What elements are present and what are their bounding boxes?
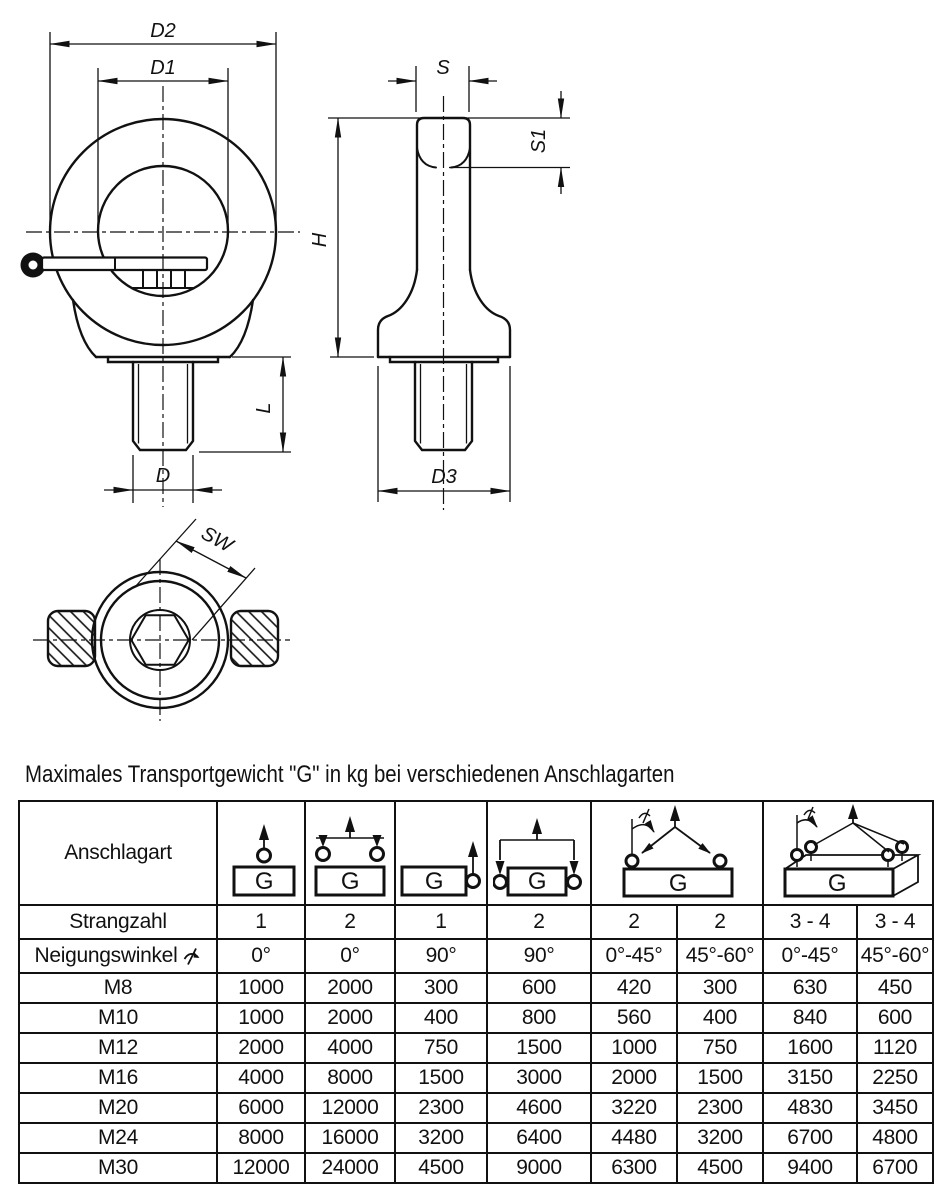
table-cell: 3200 [395, 1123, 487, 1153]
sling-single-90deg-icon [399, 802, 483, 898]
load-label: G [827, 870, 847, 897]
table-cell: 400 [677, 1003, 763, 1033]
thread-size-label: M10 [19, 1003, 217, 1033]
dim-label-d3: D3 [431, 466, 457, 488]
table-cell: 750 [395, 1033, 487, 1063]
table-cell: 750 [677, 1033, 763, 1063]
table-row [19, 1063, 933, 1093]
top-view-drawing [33, 519, 290, 721]
table-cell: 1 [395, 905, 487, 939]
table-header-row [19, 801, 933, 905]
angle-glyph [639, 809, 650, 823]
sling-icon-cell [487, 801, 591, 905]
table-cell: 420 [591, 973, 677, 1003]
table-cell: 600 [487, 973, 591, 1003]
table-cell: 8000 [305, 1063, 395, 1093]
table-cell: 4830 [763, 1093, 857, 1123]
table-cell: 2000 [217, 1033, 305, 1063]
table-cell: 1000 [217, 973, 305, 1003]
table-cell: 1500 [487, 1033, 591, 1063]
table-cell: 12000 [217, 1153, 305, 1183]
neigungswinkel-label: Neigungswinkel [34, 944, 178, 967]
table-cell: 1000 [591, 1033, 677, 1063]
table-cell: 6700 [857, 1153, 933, 1183]
dim-label-l: L [253, 402, 275, 414]
thread-size-label: M16 [19, 1063, 217, 1093]
neigungswinkel-label-cell [19, 939, 217, 973]
thread-size-label: M8 [19, 973, 217, 1003]
table-cell: 0° [217, 939, 305, 973]
table-cell: 1 [217, 905, 305, 939]
load-label: G [527, 868, 547, 895]
table-cell: 630 [763, 973, 857, 1003]
table-cell: 1120 [857, 1033, 933, 1063]
thread-size-label: M24 [19, 1123, 217, 1153]
table-cell: 12000 [305, 1093, 395, 1123]
table-cell: 4500 [395, 1153, 487, 1183]
table-cell: 0° [305, 939, 395, 973]
load-table [18, 800, 934, 1184]
table-row [19, 1153, 933, 1183]
table-cell: 600 [857, 1003, 933, 1033]
table-cell: 4500 [677, 1153, 763, 1183]
table-cell: 3220 [591, 1093, 677, 1123]
table-row [19, 973, 933, 1003]
page-title: Maximales Transportgewicht "G" in kg bei verschiedenen Anschlagarten [25, 761, 675, 788]
table-cell: 840 [763, 1003, 857, 1033]
sling-icon-cell [217, 801, 305, 905]
table-cell: 1600 [763, 1033, 857, 1063]
table-cell: 1500 [677, 1063, 763, 1093]
table-cell: 8000 [217, 1123, 305, 1153]
dim-label-sw: SW [197, 522, 237, 557]
toggle-boss-left [48, 611, 95, 666]
sling-double-angled-icon [602, 803, 752, 898]
table-cell: 90° [395, 939, 487, 973]
table-cell: 6700 [763, 1123, 857, 1153]
sling-double-vertical-icon [310, 802, 390, 898]
table-cell: 0°-45° [763, 939, 857, 973]
table-row [19, 1093, 933, 1123]
table-cell: 400 [395, 1003, 487, 1033]
side-view-drawing [309, 57, 570, 510]
sling-icon-cell [763, 801, 933, 905]
table-cell: 9400 [763, 1153, 857, 1183]
sling-three-four-angled-icon [773, 803, 923, 898]
table-cell: 2000 [305, 1003, 395, 1033]
toggle-bar [42, 258, 207, 271]
table-cell: 3 - 4 [857, 905, 933, 939]
toggle-boss-right [231, 611, 278, 666]
table-cell: 300 [677, 973, 763, 1003]
table-cell: 2 [305, 905, 395, 939]
table-cell: 3 - 4 [763, 905, 857, 939]
table-cell: 6300 [591, 1153, 677, 1183]
thread-size-label: M30 [19, 1153, 217, 1183]
table-cell: 4800 [857, 1123, 933, 1153]
table-cell: 2 [677, 905, 763, 939]
strangzahl-label: Strangzahl [19, 905, 217, 939]
table-row [19, 905, 933, 939]
table-cell: 1000 [217, 1003, 305, 1033]
thread-size-label: M20 [19, 1093, 217, 1123]
table-row [19, 1003, 933, 1033]
table-row [19, 1123, 933, 1153]
dim-label-d2: D2 [150, 20, 176, 42]
dim-label-d: D [155, 465, 171, 487]
load-label: G [254, 868, 274, 895]
table-cell: 3200 [677, 1123, 763, 1153]
table-cell: 16000 [305, 1123, 395, 1153]
table-cell: 300 [395, 973, 487, 1003]
dim-label-h: H [309, 232, 331, 248]
table-cell: 2 [591, 905, 677, 939]
table-row [19, 939, 933, 973]
dim-label-s1: S1 [528, 128, 550, 154]
table-cell: 800 [487, 1003, 591, 1033]
table-cell: 4000 [217, 1063, 305, 1093]
thread-size-label: M12 [19, 1033, 217, 1063]
table-cell: 45°-60° [677, 939, 763, 973]
angle-glyph [804, 807, 815, 819]
table-cell: 6400 [487, 1123, 591, 1153]
table-cell: 3000 [487, 1063, 591, 1093]
load-label: G [668, 870, 688, 897]
table-cell: 450 [857, 973, 933, 1003]
load-label: G [424, 868, 444, 895]
sling-double-90deg-icon [493, 802, 585, 898]
dim-label-s: S [436, 57, 450, 79]
table-cell: 45°-60° [857, 939, 933, 973]
table-cell: 1500 [395, 1063, 487, 1093]
front-view-drawing [21, 20, 301, 507]
table-row [19, 1033, 933, 1063]
table-cell: 6000 [217, 1093, 305, 1123]
angle-icon [182, 947, 201, 966]
table-cell: 9000 [487, 1153, 591, 1183]
table-cell: 24000 [305, 1153, 395, 1183]
table-cell: 2300 [395, 1093, 487, 1123]
table-cell: 2250 [857, 1063, 933, 1093]
sling-icon-cell [395, 801, 487, 905]
sling-single-vertical-icon [225, 802, 297, 898]
table-cell: 2300 [677, 1093, 763, 1123]
table-cell: 2000 [305, 973, 395, 1003]
table-cell: 4480 [591, 1123, 677, 1153]
table-cell: 2000 [591, 1063, 677, 1093]
sling-icon-cell [305, 801, 395, 905]
anschlagart-header: Anschlagart [19, 801, 217, 905]
table-cell: 3150 [763, 1063, 857, 1093]
sling-icon-cell [591, 801, 763, 905]
table-cell: 4600 [487, 1093, 591, 1123]
table-cell: 90° [487, 939, 591, 973]
load-label: G [340, 868, 360, 895]
table-cell: 2 [487, 905, 591, 939]
dim-label-d1: D1 [150, 57, 176, 79]
table-cell: 3450 [857, 1093, 933, 1123]
table-cell: 560 [591, 1003, 677, 1033]
table-cell: 0°-45° [591, 939, 677, 973]
table-cell: 4000 [305, 1033, 395, 1063]
